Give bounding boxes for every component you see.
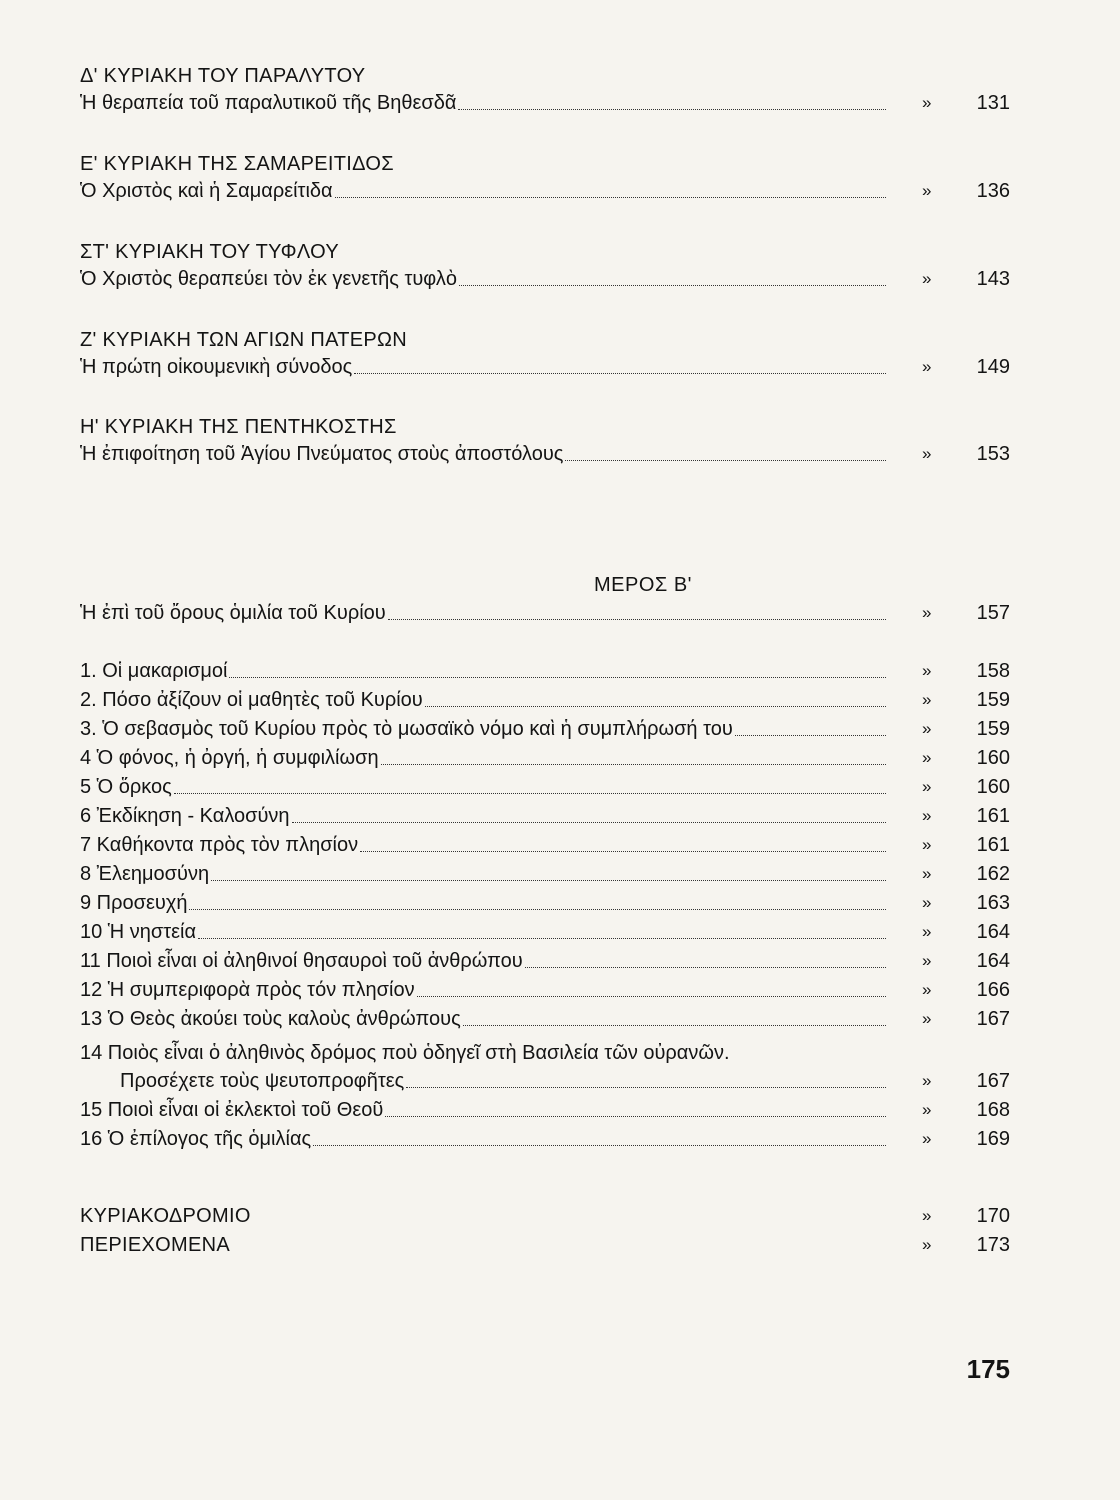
page-ref: 167 [976, 1070, 1010, 1092]
dot-leader [459, 284, 886, 286]
page-ref: 149 [976, 356, 1010, 378]
ditto-mark: » [922, 181, 932, 200]
dot-leader [229, 676, 886, 678]
page-ref: 160 [976, 776, 1010, 798]
ditto-mark: » [922, 1009, 932, 1028]
ditto-mark: » [922, 357, 932, 376]
toc-entry [80, 600, 1010, 626]
page-ref: 167 [976, 1008, 1010, 1030]
section-title: Η' ΚΥΡΙΑΚΗ ΤΗΣ ΠΕΝΤΗΚΟΣΤΗΣ [80, 416, 397, 438]
page-ref: 136 [976, 180, 1010, 202]
entry-text: 13 Ὁ Θεὸς ἀκούει τοὺς καλοὺς ἀνθρώπους [80, 1008, 461, 1030]
toc-entry [80, 832, 1010, 858]
entry-text: ΠΕΡΙΕΧΟΜΕΝΑ [80, 1234, 230, 1256]
ditto-mark: » [922, 1206, 932, 1225]
dot-leader [463, 1024, 886, 1026]
toc-entry [80, 90, 1010, 116]
toc-entry [80, 890, 1010, 916]
ditto-mark: » [922, 93, 932, 112]
ditto-mark: » [922, 922, 932, 941]
toc-entry [80, 441, 1010, 467]
entry-text: 10 Ἡ νηστεία [80, 921, 197, 943]
dot-leader [313, 1144, 886, 1146]
entry-text: 5 Ὁ ὅρκος [80, 776, 172, 798]
ditto-mark: » [922, 748, 932, 767]
entry-text: Ἡ θεραπεία τοῦ παραλυτικοῦ τῆς Βηθεσδᾶ [80, 92, 457, 114]
dot-leader [417, 995, 886, 997]
entry-text: 6 Ἐκδίκηση - Καλοσύνη [80, 805, 290, 827]
ditto-mark: » [922, 1071, 932, 1090]
toc-entry-back [80, 1232, 1010, 1258]
toc-entry [80, 687, 1010, 713]
dot-leader [425, 705, 886, 707]
page-ref: 131 [976, 92, 1010, 114]
toc-entry [80, 948, 1010, 974]
page-ref: 163 [976, 892, 1010, 914]
page-ref: 170 [976, 1205, 1010, 1227]
toc-entry [80, 745, 1010, 771]
ditto-mark: » [922, 1129, 932, 1148]
page-ref: 173 [976, 1234, 1010, 1256]
ditto-mark: » [922, 980, 932, 999]
toc-entry [80, 354, 1010, 380]
ditto-mark: » [922, 1235, 932, 1254]
page-ref: 159 [976, 718, 1010, 740]
page-ref: 168 [976, 1099, 1010, 1121]
page-ref: 162 [976, 863, 1010, 885]
toc-entry [80, 774, 1010, 800]
dot-leader [360, 850, 886, 852]
toc-entry [80, 861, 1010, 887]
page-ref: 164 [976, 950, 1010, 972]
dot-leader [388, 618, 886, 620]
ditto-mark: » [922, 864, 932, 883]
toc-entry [80, 919, 1010, 945]
ditto-mark: » [922, 777, 932, 796]
entry-text: 15 Ποιοὶ εἶναι οἱ ἐκλεκτοὶ τοῦ Θεοῦ [80, 1099, 384, 1121]
dot-leader [406, 1086, 886, 1088]
entry-text: 9 Προσευχή [80, 892, 188, 914]
entry-text: 12 Ἡ συμπεριφορὰ πρὸς τόν πλησίον [80, 979, 415, 1001]
page-ref: 164 [976, 921, 1010, 943]
page-ref: 153 [976, 443, 1010, 465]
entry-text: 4 Ὁ φόνος, ἡ ὀργή, ἡ συμφιλίωση [80, 747, 379, 769]
page-number: 175 [966, 1354, 1010, 1384]
ditto-mark: » [922, 269, 932, 288]
ditto-mark: » [922, 603, 932, 622]
dot-leader [292, 821, 886, 823]
ditto-mark: » [922, 806, 932, 825]
section-title: Δ' ΚΥΡΙΑΚΗ ΤΟΥ ΠΑΡΑΛΥΤΟΥ [80, 65, 366, 87]
entry-text: 8 Ἐλεημοσύνη [80, 863, 210, 885]
dot-leader [381, 763, 886, 765]
toc-entry [80, 977, 1010, 1003]
page-ref: 157 [976, 602, 1010, 624]
dot-leader [198, 937, 886, 939]
ditto-mark: » [922, 835, 932, 854]
page-ref: 166 [976, 979, 1010, 1001]
dot-leader [211, 879, 886, 881]
entry-text: 1. Οἱ μακαρισμοί [80, 660, 228, 682]
dot-leader [174, 792, 886, 794]
part-heading: ΜΕΡΟΣ Β' [594, 574, 692, 596]
entry-text-line1: 14 Ποιὸς εἶναι ὁ ἀληθινὸς δρόμος ποὺ ὁδηγεῖ στὴ Βασιλεία τῶν οὐρανῶν. [80, 1042, 730, 1064]
page-ref: 143 [976, 268, 1010, 290]
toc-entry [80, 1068, 1010, 1094]
toc-entry [80, 1126, 1010, 1152]
section-title: Ζ' ΚΥΡΙΑΚΗ ΤΩΝ ΑΓΙΩΝ ΠΑΤΕΡΩΝ [80, 329, 408, 351]
dot-leader [385, 1115, 886, 1117]
ditto-mark: » [922, 661, 932, 680]
dot-leader [735, 734, 886, 736]
dot-leader [189, 908, 886, 910]
ditto-mark: » [922, 951, 932, 970]
dot-leader [335, 196, 886, 198]
dot-leader [458, 108, 886, 110]
toc-entry [80, 1097, 1010, 1123]
entry-text: ΚΥΡΙΑΚΟΔΡΟΜΙΟ [80, 1205, 251, 1227]
toc-entry [80, 658, 1010, 684]
toc-entry [80, 178, 1010, 204]
toc-entry [80, 1006, 1010, 1032]
entry-text: Ἡ ἐπὶ τοῦ ὄρους ὁμιλία τοῦ Κυρίου [80, 602, 386, 624]
page-ref: 159 [976, 689, 1010, 711]
page-ref: 169 [976, 1128, 1010, 1150]
section-title: ΣΤ' ΚΥΡΙΑΚΗ ΤΟΥ ΤΥΦΛΟΥ [80, 241, 339, 263]
ditto-mark: » [922, 719, 932, 738]
entry-text: 2. Πόσο ἀξίζουν οἱ μαθητὲς τοῦ Κυρίου [80, 689, 423, 711]
entry-text: Ἡ ἐπιφοίτηση τοῦ Ἁγίου Πνεύματος στοὺς ἀποστόλους [80, 443, 564, 465]
page-ref: 161 [976, 834, 1010, 856]
toc-entry-back [80, 1203, 1010, 1229]
toc-entry [80, 803, 1010, 829]
page-ref: 160 [976, 747, 1010, 769]
entry-text: 3. Ὁ σεβασμὸς τοῦ Κυρίου πρὸς τὸ μωσαϊκὸ νόμο καὶ ἡ συμπλήρωσή του [80, 718, 733, 740]
entry-text: Ὁ Χριστὸς θεραπεύει τὸν ἐκ γενετῆς τυφλὸ [80, 268, 458, 290]
section-title: Ε' ΚΥΡΙΑΚΗ ΤΗΣ ΣΑΜΑΡΕΙΤΙΔΟΣ [80, 153, 394, 175]
dot-leader [525, 966, 886, 968]
toc-entry [80, 716, 1010, 742]
page-ref: 161 [976, 805, 1010, 827]
dot-leader [565, 459, 886, 461]
ditto-mark: » [922, 893, 932, 912]
ditto-mark: » [922, 444, 932, 463]
page-ref: 158 [976, 660, 1010, 682]
toc-entry [80, 266, 1010, 292]
entry-text: 16 Ὁ ἐπίλογος τῆς ὁμιλίας [80, 1128, 312, 1150]
ditto-mark: » [922, 690, 932, 709]
entry-text: 7 Καθήκοντα πρὸς τὸν πλησίον [80, 834, 359, 856]
entry-text: Ὁ Χριστὸς καὶ ἡ Σαμαρείτιδα [80, 180, 333, 202]
ditto-mark: » [922, 1100, 932, 1119]
entry-text: 11 Ποιοὶ εἶναι οἱ ἀληθινοί θησαυροὶ τοῦ ἀνθρώπου [80, 950, 523, 972]
dot-leader [354, 372, 886, 374]
entry-text: Ἡ πρώτη οἰκουμενικὴ σύνοδος [80, 356, 353, 378]
entry-text: Προσέχετε τοὺς ψευτοπροφῆτες [120, 1070, 405, 1092]
